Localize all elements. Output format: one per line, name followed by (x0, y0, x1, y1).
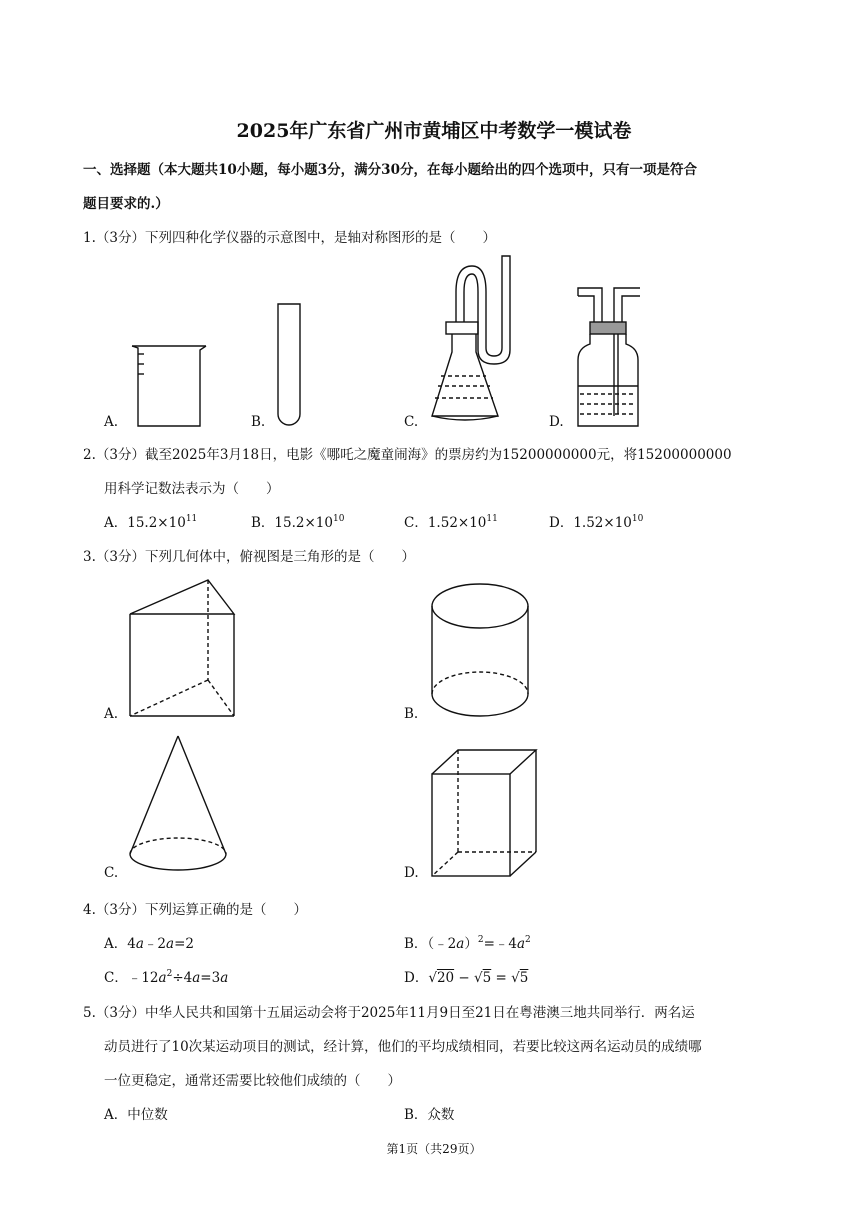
q2-option-c: C．$1.52\times 10^{11}$ (404, 514, 498, 531)
question-5-stem-line1: 5.（3分）中华人民共和国第十五届运动会将于2025年11月9日至21日在粤港澳三地共同举行．两名运 (83, 1005, 695, 1021)
q2-option-b: B．$15.2\times 10^{10}$ (251, 514, 345, 531)
question-3-stem: 3.（3分）下列几何体中，俯视图是三角形的是（ ） (83, 549, 415, 565)
question-2-stem-line2: 用科学记数法表示为（ ） (104, 481, 280, 497)
cylinder-figure (428, 582, 532, 718)
q1-option-a-label: A. (104, 414, 119, 430)
q4-option-c: C．$﹣12a^2\div 4a=3a$ (104, 969, 229, 986)
question-5-stem-line2: 动员进行了10次某运动项目的测试，经计算，他们的平均成绩相同，若要比较这两名运动员的成绩哪 (104, 1039, 702, 1055)
question-5-stem-line3: 一位更稳定，通常还需要比较他们成绩的（ ） (104, 1073, 401, 1089)
triangular-prism-figure (128, 578, 238, 720)
q3-option-b-label: B. (404, 706, 419, 722)
rectangular-prism-figure (428, 748, 538, 880)
question-2-stem-line1: 2.（3分）截至2025年3月18日，电影《哪吒之魔童闹海》的票房约为15200000000元，将15200000000 (83, 447, 732, 463)
q3-option-c-label: C. (104, 865, 119, 881)
test-tube-figure (274, 302, 304, 428)
q5-option-b: B．众数 (404, 1107, 455, 1123)
section-header-line2: 题目要求的.） (83, 196, 169, 212)
page-footer: 第1页（共29页） (386, 1142, 482, 1156)
conical-flask-figure (428, 252, 514, 430)
q2-option-d: D．$1.52\times 10^{10}$ (549, 514, 644, 531)
beaker-figure (128, 340, 208, 430)
q1-option-c-label: C. (404, 414, 419, 430)
q5-option-a: A．中位数 (104, 1107, 168, 1123)
question-4-stem: 4.（3分）下列运算正确的是（ ） (83, 902, 307, 918)
q1-option-d-label: D. (549, 414, 564, 430)
q1-option-b-label: B. (251, 414, 266, 430)
cone-figure (128, 734, 232, 874)
q3-option-a-label: A. (104, 706, 119, 722)
gas-washing-bottle-figure (574, 282, 644, 430)
q2-option-a: A．$15.2\times 10^{11}$ (104, 514, 198, 531)
q3-option-d-label: D. (404, 865, 419, 881)
q4-option-b: B．$(﹣2a)^2=﹣4a^2$ (404, 935, 531, 952)
q4-option-a: A．4a﹣2a=2 (104, 936, 194, 952)
question-1-stem: 1.（3分）下列四种化学仪器的示意图中，是轴对称图形的是（ ） (83, 230, 496, 246)
q4-option-d: D．√20 − √5 = √5 (404, 970, 529, 986)
section-header-line1: 一、选择题（本大题共10小题，每小题3分，满分30分，在每小题给出的四个选项中，只有一项是符合 (83, 162, 697, 178)
page-title: 2025年广东省广州市黄埔区中考数学一模试卷 (236, 120, 632, 142)
